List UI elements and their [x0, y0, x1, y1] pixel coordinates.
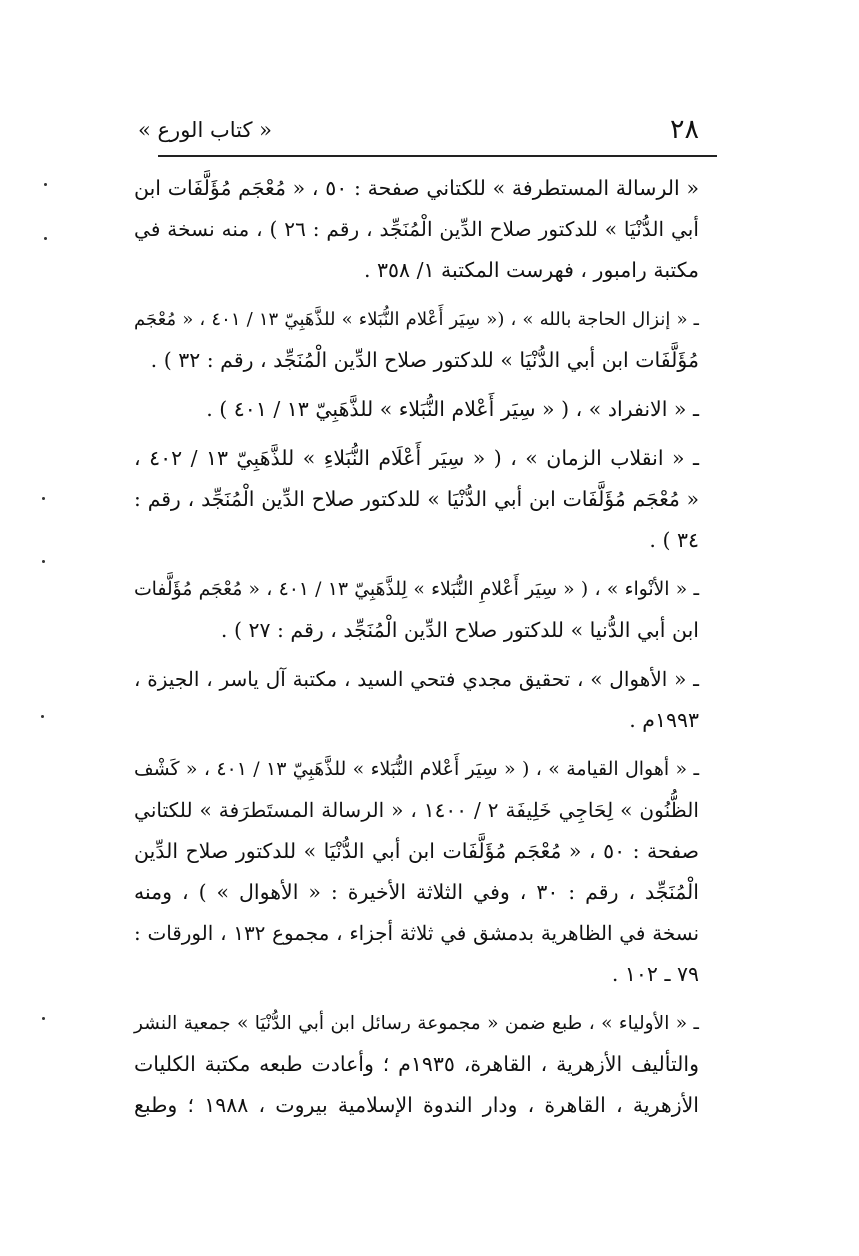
page-number: ٢٨ — [669, 114, 699, 145]
scan-speck — [44, 237, 47, 240]
entry-al-awliya — [134, 1003, 699, 1126]
text-line: صفحة : ٥٠ ، « مُعْجَم مُؤَلَّفَات ابن أبي الدُّنْيَا » للدكتور صلاح الدِّين — [134, 839, 699, 863]
text-line: الظُّنُون » لِحَاجِي خَلِيفَة ٢ / ١٤٠٠ ، « الرسالة المستَطرَفة » للكتاني — [134, 798, 699, 822]
text-line: ـ « الأهوال » ، تحقيق مجدي فتحي السيد ، مكتبة آل ياسر ، الجيزة ، — [134, 667, 699, 691]
entry-inqilab-al-zaman — [134, 438, 699, 561]
header-rule — [158, 155, 717, 157]
running-title: « كتاب الورع » — [138, 118, 272, 142]
text-line: مُؤَلَّفَات ابن أبي الدُّنْيَا » للدكتور صلاح الدِّين الْمُنَجِّد ، رقم : ٣٢ ) . — [150, 348, 699, 372]
entry-al-anwa — [134, 569, 699, 651]
scan-speck — [41, 715, 44, 718]
page-header — [134, 112, 699, 152]
text-line: الْمُنَجِّد ، رقم : ٣٠ ، وفي الثلاثة الأخيرة : « الأهوال » ) ، ومنه — [134, 880, 700, 904]
text-line: « الرسالة المستطرفة » للكتاني صفحة : ٥٠ ، « مُعْجَم مُؤَلَّفَات ابن — [134, 176, 699, 200]
text-line: ـ « الأنْواء » ، ( « سِيَر أَعْلامِ النُّبَلاء » لِلذَّهَبِيّ ١٣ / ٤٠١ ، « مُعْجَم مُؤَلَّفات — [134, 579, 699, 600]
scan-speck — [42, 497, 45, 500]
text-line: ابن أبي الدُّنيا » للدكتور صلاح الدِّين الْمُنَجِّد ، رقم : ٢٧ ) . — [220, 618, 699, 642]
text-line: ـ « انقلاب الزمان » ، ( « سِيَر أَعْلَام النُّبَلاءِ » للذَّهَبِيّ ١٣ / ٤٠٢ ، — [134, 446, 699, 470]
text-line: نسخة في الظاهرية بدمشق في ثلاثة أجزاء ، مجموع ١٣٢ ، الورقات : — [134, 922, 699, 945]
text-line: ٧٩ ـ ١٠٢ . — [611, 962, 699, 986]
text-line: ـ « الانفراد » ، ( « سِيَر أَعْلام النُّبَلاء » للذَّهَبِيّ ١٣ / ٤٠١ ) . — [206, 397, 699, 421]
entry-continued — [134, 168, 699, 291]
entry-al-infirad — [134, 389, 699, 430]
entry-ahwal-al-qiyama — [134, 749, 699, 995]
scan-speck — [42, 1017, 45, 1020]
entry-inzal-al-haja — [134, 299, 699, 381]
text-line: ـ « الأولياء » ، طبع ضمن « مجموعة رسائل ابن أبي الدُّنْيَا » جمعية النشر — [134, 1013, 699, 1034]
text-line: « مُعْجَم مُؤَلَّفَات ابن أبي الدُّنْيَا » للدكتور صلاح الدِّين الْمُنَجِّد ، رقم : — [134, 487, 699, 511]
text-line: ١٩٩٣م . — [629, 708, 699, 732]
text-line: ـ « إنزال الحاجة بالله » ، (« سِيَر أَعْلام النُّبَلاء » للذَّهَبِيّ ١٣ / ٤٠١ ، « مُعْجَم — [134, 309, 699, 330]
entry-al-ahwal — [134, 659, 699, 741]
text-line: والتأليف الأزهرية ، القاهرة، ١٩٣٥م ؛ وأعادت طبعه مكتبة الكليات — [134, 1052, 700, 1076]
text-line: ـ « أهوال القيامة » ، ( « سِيَر أَعْلام النُّبَلاء » للذَّهَبِيّ ١٣ / ٤٠١ ، « كَشْف — [134, 758, 699, 780]
text-line: الأزهرية ، القاهرة ، ودار الندوة الإسلامية بيروت ، ١٩٨٨ ؛ وطبع — [134, 1093, 699, 1117]
text-line: ٣٤ ) . — [649, 528, 699, 552]
text-line: مكتبة رامبور ، فهرست المكتبة ١/ ٣٥٨ . — [363, 258, 699, 282]
scan-speck — [44, 183, 47, 186]
bibliography-body — [134, 168, 699, 1134]
text-line: أبي الدُّنْيَا » للدكتور صلاح الدِّين الْمُنَجِّد ، رقم : ٢٦ ) ، منه نسخة في — [134, 217, 699, 241]
scan-speck — [42, 560, 45, 563]
